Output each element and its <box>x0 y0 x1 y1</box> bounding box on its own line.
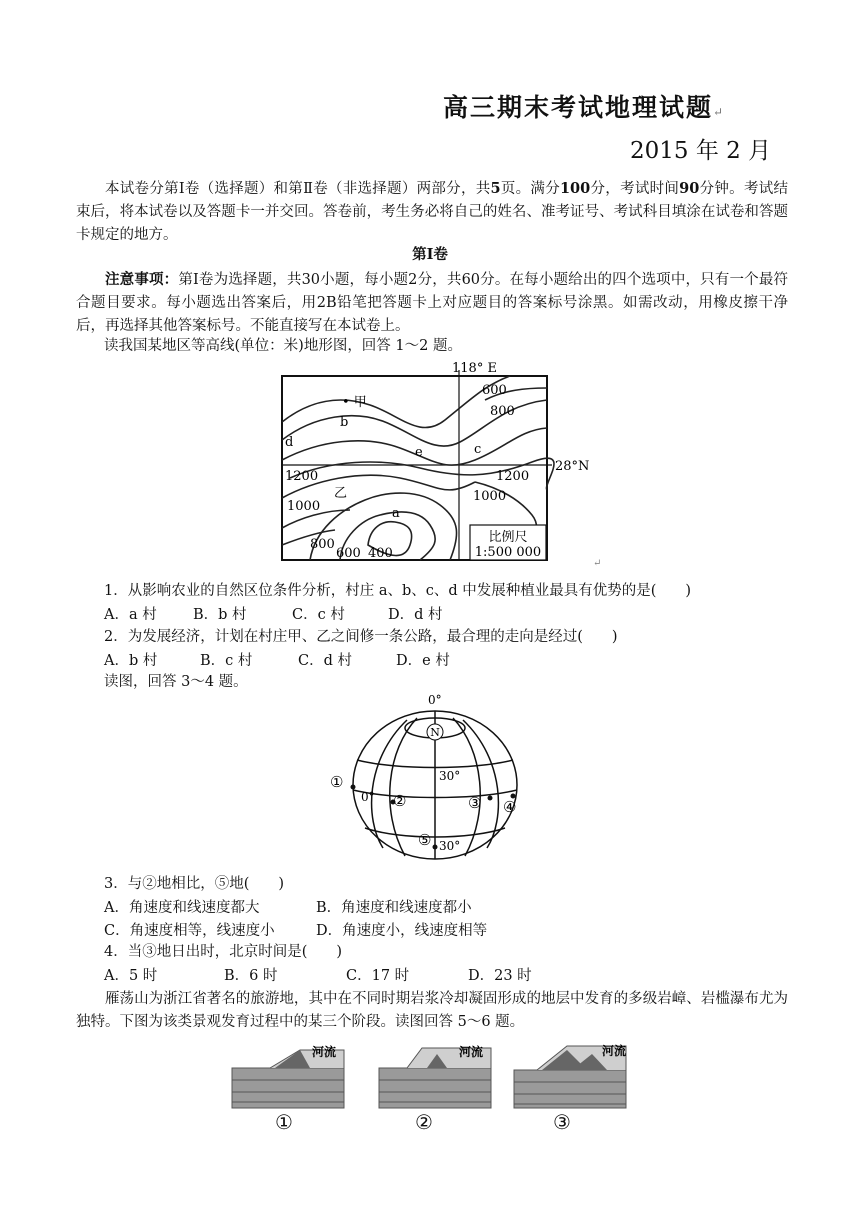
north-pole-label: N <box>430 726 440 739</box>
intro-text-2: 页。满分 <box>500 181 560 197</box>
contour-label-600: 600 <box>482 383 507 398</box>
contour-map <box>270 360 610 570</box>
intro-score: 100 <box>559 180 591 197</box>
notice-label: 注意事项： <box>105 271 179 288</box>
contour-label-1000-left: 1000 <box>287 499 321 514</box>
q1-option-d[interactable]: D．d 村 <box>388 607 443 623</box>
river-label-2: 河流 <box>459 1045 484 1059</box>
q4-option-d[interactable]: D．23 时 <box>468 968 532 984</box>
globe-top-label: 0° <box>428 693 442 707</box>
contour-label-1000-right: 1000 <box>473 489 507 504</box>
q4-stem: 4．当③地日出时，北京时间是( ) <box>104 944 343 960</box>
notice-paragraph <box>76 268 788 338</box>
map-scale-title: 比例尺 <box>488 530 528 545</box>
q1-stem: 1．从影响农业的自然区位条件分析，村庄 a、b、c、d 中发展种植业最具有优势的是( ) <box>104 583 692 599</box>
q1-option-b[interactable]: B．b 村 <box>193 607 247 623</box>
q2-option-d[interactable]: D．e 村 <box>396 653 450 669</box>
notice-text: 第Ⅰ卷为选择题，共30小题，每小题2分，共60分。在每小题给出的四个选项中，只有一个最符合题目要求。每小题选出答案后，用2B铅笔把答题卡上对应题目的答案标号涂黑。如需改动，用橡皮擦干净后，再选择其他答案标号。不能直接写在本试卷上。 <box>76 272 789 334</box>
q4-option-a[interactable]: A．5 时 <box>104 968 158 984</box>
q3-option-d[interactable]: D．角速度小，线速度相等 <box>316 923 488 939</box>
map-scale-value: 1:500 000 <box>474 545 542 560</box>
section-heading: 第Ⅰ卷 <box>412 246 448 263</box>
stage-label-3: ③ <box>553 1110 571 1134</box>
stage-label-2: ② <box>415 1110 433 1134</box>
globe-point-1: ① <box>330 773 344 791</box>
map-lon-label: 118° E <box>452 361 497 376</box>
intro-text-3: 分，考试时间 <box>590 181 680 197</box>
river-label-3: 河流 <box>602 1044 627 1058</box>
intro-paragraph <box>76 177 788 247</box>
intro-text-4: 分钟。考试结束后，将本试卷以及答题卡一并交回。答卷前，考生务必将自己的姓名、准考证号、考试科目填涂在试卷和答题卡规定的地方。 <box>76 181 789 243</box>
place-c: c <box>474 442 482 457</box>
contour-label-1200-left: 1200 <box>285 469 319 484</box>
q3-option-a[interactable]: A．角速度和线速度都大 <box>104 900 260 916</box>
q3-option-b[interactable]: B．角速度和线速度都小 <box>316 900 472 916</box>
contour-label-600-bottom: 600 <box>336 546 361 561</box>
q2-option-c[interactable]: C．d 村 <box>298 653 352 669</box>
contour-label-400: 400 <box>368 546 393 561</box>
intro-time: 90 <box>679 180 700 197</box>
stage-diagram-1 <box>230 1040 350 1110</box>
return-mark: ↵ <box>713 105 726 119</box>
exam-date: 2015 年 2 月 <box>630 138 772 164</box>
intro-text-1: 本试卷分第Ⅰ卷（选择题）和第Ⅱ卷（非选择题）两部分，共 <box>105 181 491 197</box>
place-b: b <box>340 415 349 430</box>
globe-lat30-top: 30° <box>439 769 461 783</box>
read-instruction-1: 读我国某地区等高线(单位：米)地形图，回答 1～2 题。 <box>104 338 462 354</box>
stage-diagram-3 <box>512 1040 632 1110</box>
place-yi: 乙 <box>334 486 348 501</box>
globe-point-4: ④ <box>503 798 517 816</box>
stage-label-1: ① <box>275 1110 293 1134</box>
q4-option-c[interactable]: C．17 时 <box>346 968 410 984</box>
place-a: a <box>392 506 400 521</box>
q2-option-b[interactable]: B．c 村 <box>200 653 253 669</box>
place-e: e <box>415 445 423 460</box>
q1-option-a[interactable]: A．a 村 <box>104 607 157 623</box>
globe-point-5: ⑤ <box>418 831 432 849</box>
q3-stem: 3．与②地相比，⑤地( ) <box>104 876 285 892</box>
contour-label-800-bottom: 800 <box>310 537 335 552</box>
q4-option-b[interactable]: B．6 时 <box>224 968 278 984</box>
globe-diagram <box>325 690 545 865</box>
contour-label-800: 800 <box>490 404 515 419</box>
exam-title-text: 高三期末考试地理试题 <box>443 93 714 122</box>
stage-diagram-2 <box>377 1040 497 1110</box>
q3-option-c[interactable]: C．角速度相等，线速度小 <box>104 923 275 939</box>
read-instruction-2: 读图，回答 3～4 题。 <box>104 674 248 690</box>
read-instruction-3: 雁荡山为浙江省著名的旅游地，其中在不同时期岩浆冷却凝固形成的地层中发育的多级岩嶂、岩槛瀑布尤为独特。下图为该类景观发育过程中的某三个阶段。读图回答 5～6 题。 <box>76 991 788 1030</box>
globe-lat0: 0° <box>361 790 375 804</box>
river-label-1: 河流 <box>312 1045 337 1059</box>
q2-option-a[interactable]: A．b 村 <box>104 653 158 669</box>
globe-point-2: ② <box>393 792 407 810</box>
q1-option-c[interactable]: C．c 村 <box>292 607 345 623</box>
globe-point-3: ③ <box>468 794 482 812</box>
place-jia: • 甲 <box>342 395 367 410</box>
contour-label-1200-right: 1200 <box>496 469 530 484</box>
intro-pages: 5 <box>490 180 501 197</box>
place-d: d <box>285 435 294 450</box>
exam-title <box>443 88 725 124</box>
globe-lat30-bottom: 30° <box>439 839 461 853</box>
q2-stem: 2．为发展经济，计划在村庄甲、乙之间修一条公路，最合理的走向是经过( ) <box>104 629 618 645</box>
map-return-mark: ↵ <box>593 558 602 569</box>
map-lat-label: 28°N <box>555 459 590 474</box>
